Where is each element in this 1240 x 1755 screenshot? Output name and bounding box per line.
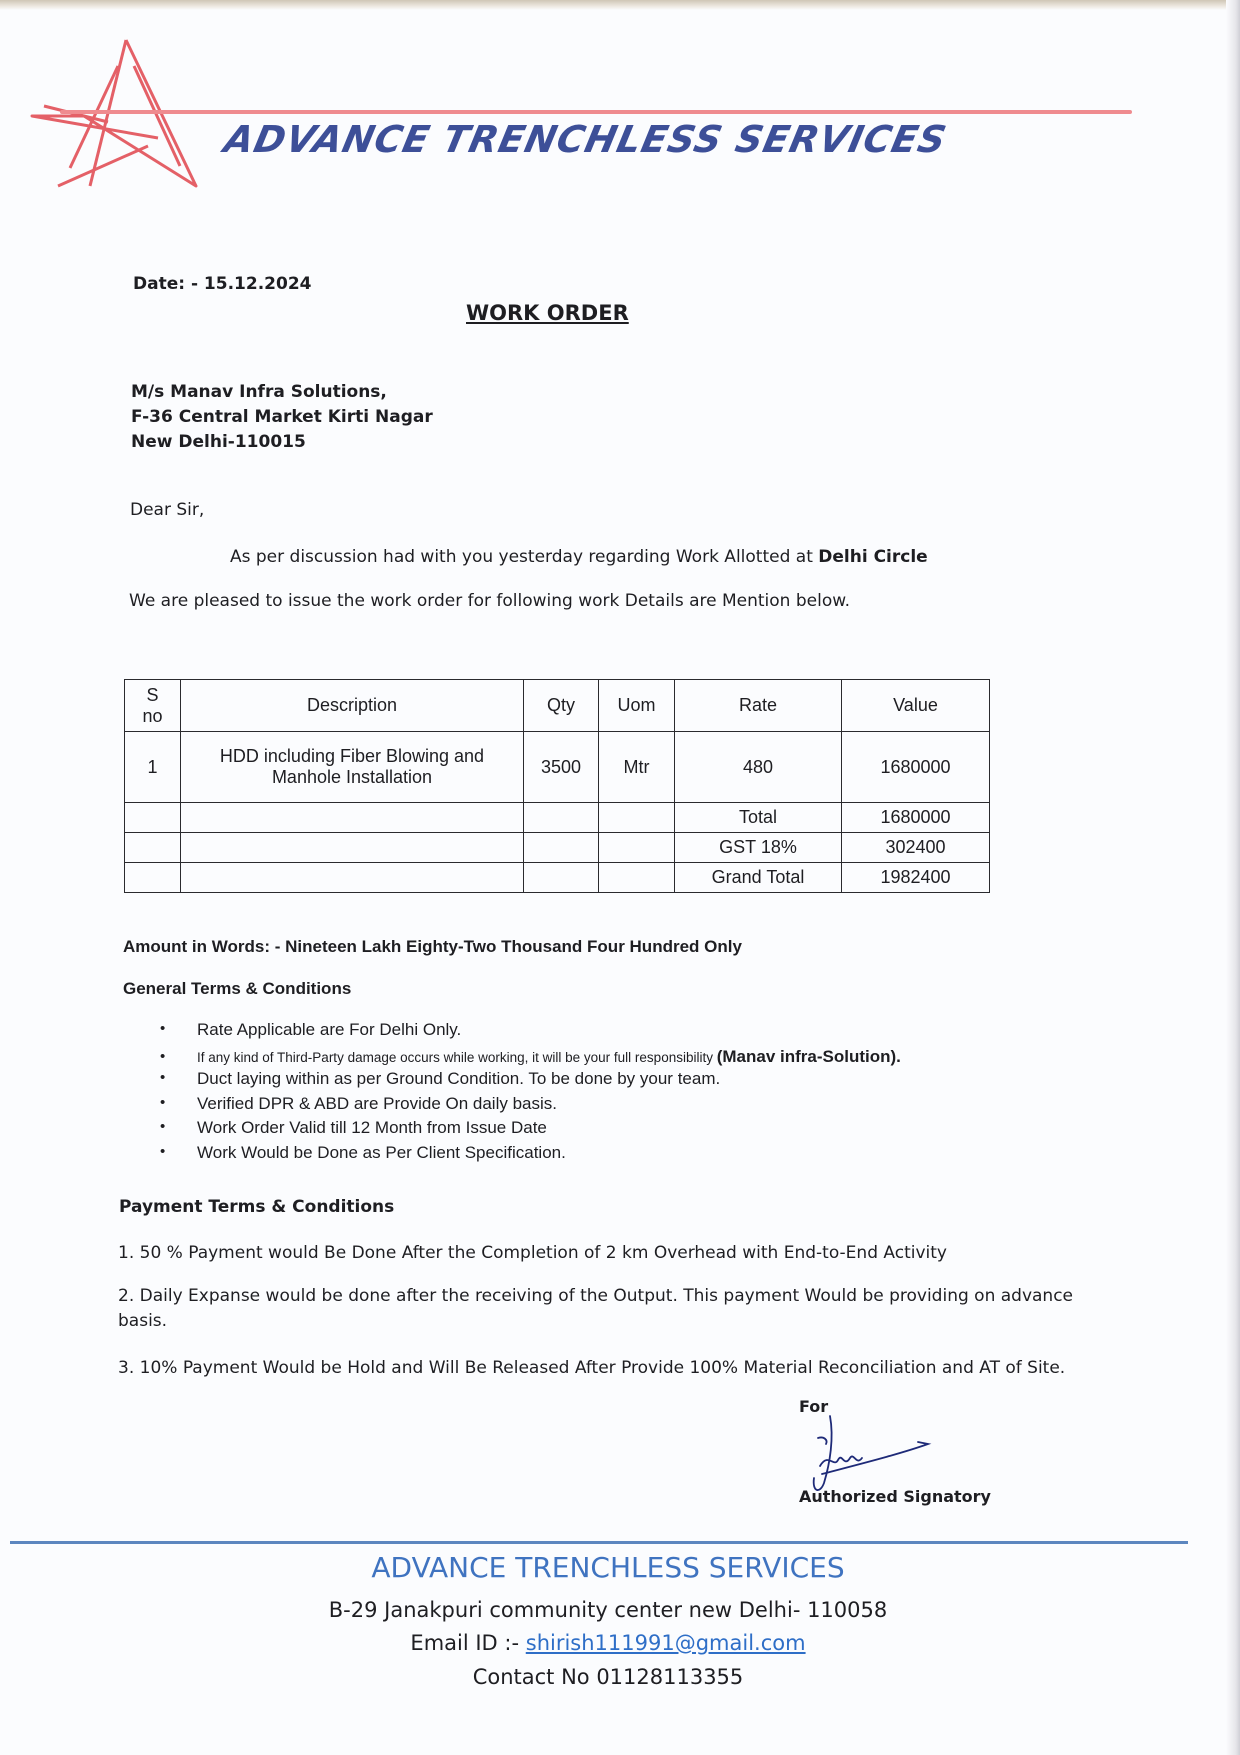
- cell-description: [181, 732, 524, 803]
- footer-address: B-29 Janakpuri community center new Delhi- 110058: [328, 1598, 888, 1622]
- general-terms-list: [160, 1020, 901, 1167]
- handwritten-signature: [800, 1408, 940, 1498]
- amount-in-words-value: Nineteen Lakh Eighty-Two Thousand Four Hundred Only: [285, 937, 742, 956]
- document-title: WORK ORDER: [466, 301, 629, 325]
- recipient-address-line2: New Delhi-110015: [131, 432, 306, 452]
- footer-company-name: ADVANCE TRENCHLESS SERVICES: [371, 1551, 845, 1584]
- payment-term-2-line2: basis.: [118, 1311, 168, 1331]
- col-header-description: Description: [181, 680, 524, 732]
- salutation: Dear Sir,: [130, 500, 205, 520]
- cell-rate: 480: [675, 732, 842, 803]
- footer-contact: Contact No 01128113355: [472, 1665, 744, 1689]
- col-header-rate: Rate: [675, 680, 842, 732]
- list-item: • Verified DPR & ABD are Provide On daily basis.: [160, 1094, 901, 1119]
- footer-email-line: [0, 1631, 1216, 1655]
- col-header-sno-line1: S: [146, 684, 159, 705]
- col-header-qty: Qty: [524, 680, 599, 732]
- intro-location: Delhi Circle: [818, 547, 928, 567]
- payment-terms-heading: Payment Terms & Conditions: [119, 1197, 395, 1217]
- payment-term-3: 3. 10% Payment Would be Hold and Will Be Released After Provide 100% Material Reconciliation and AT of Site.: [118, 1358, 1066, 1378]
- total-value: 1680000: [842, 803, 990, 833]
- term-party: (Manav infra-Solution).: [716, 1046, 901, 1066]
- general-terms-heading: General Terms & Conditions: [123, 979, 352, 998]
- table-header-row: [125, 680, 990, 732]
- recipient-address-line1: F-36 Central Market Kirti Nagar: [131, 407, 433, 427]
- letterhead-company-name: ADVANCE TRENCHLESS SERVICES: [220, 118, 951, 161]
- cell-qty: 3500: [524, 732, 599, 803]
- authorized-signatory: Authorized Signatory: [799, 1487, 991, 1506]
- col-header-uom: Uom: [599, 680, 675, 732]
- intro-paragraph: [230, 547, 928, 567]
- body-paragraph: We are pleased to issue the work order for following work Details are Mention below.: [129, 591, 850, 611]
- term-text: If any kind of Third-Party damage occurs while working, it will be your full responsibility: [197, 1049, 713, 1065]
- grand-total-row: [125, 863, 990, 893]
- list-item: • Rate Applicable are For Delhi Only.: [160, 1020, 901, 1045]
- cell-uom: Mtr: [599, 732, 675, 803]
- total-label: Total: [675, 803, 842, 833]
- signature-for: For: [799, 1397, 829, 1416]
- gst-value: 302400: [842, 833, 990, 863]
- total-row: [125, 803, 990, 833]
- amount-in-words-label: Amount in Words: -: [123, 937, 281, 956]
- payment-term-2-line1: 2. Daily Expanse would be done after the receiving of the Output. This payment Would be providing on advance: [118, 1286, 1074, 1306]
- amount-in-words: [123, 937, 742, 957]
- cell-description-line1: HDD including Fiber Blowing and: [219, 746, 485, 766]
- grand-total-label: Grand Total: [675, 863, 842, 893]
- recipient-name: M/s Manav Infra Solutions,: [131, 382, 387, 402]
- footer-email-link[interactable]: shirish111991@gmail.com: [525, 1631, 806, 1655]
- footer-rule: [10, 1541, 1188, 1544]
- col-header-value: Value: [842, 680, 990, 732]
- grand-total-value: 1982400: [842, 863, 990, 893]
- gst-label: GST 18%: [675, 833, 842, 863]
- intro-text: As per discussion had with you yesterday regarding Work Allotted at: [230, 547, 813, 567]
- cell-value: 1680000: [842, 732, 990, 803]
- col-header-sno: [125, 680, 181, 732]
- scan-edge-top: [0, 0, 1240, 10]
- footer-email-label: Email ID :-: [410, 1631, 520, 1655]
- payment-term-1: 1. 50 % Payment would Be Done After the Completion of 2 km Overhead with End-to-End Activity: [118, 1243, 947, 1263]
- order-date: Date: - 15.12.2024: [133, 274, 312, 294]
- scan-edge-right: [1226, 0, 1240, 1755]
- cell-description-line2: Manhole Installation: [271, 767, 433, 787]
- letterhead-rule: [60, 110, 1132, 114]
- list-item: • Duct laying within as per Ground Condition. To be done by your team.: [160, 1069, 901, 1094]
- list-item: [160, 1045, 901, 1070]
- gst-row: [125, 833, 990, 863]
- cell-sno: 1: [125, 732, 181, 803]
- list-item: • Work Order Valid till 12 Month from Issue Date: [160, 1118, 901, 1143]
- work-order-table: [124, 679, 990, 893]
- list-item: • Work Would be Done as Per Client Specification.: [160, 1143, 901, 1168]
- company-logo-star-icon: [28, 36, 228, 196]
- col-header-sno-line2: no: [142, 705, 163, 726]
- table-row: [125, 732, 990, 803]
